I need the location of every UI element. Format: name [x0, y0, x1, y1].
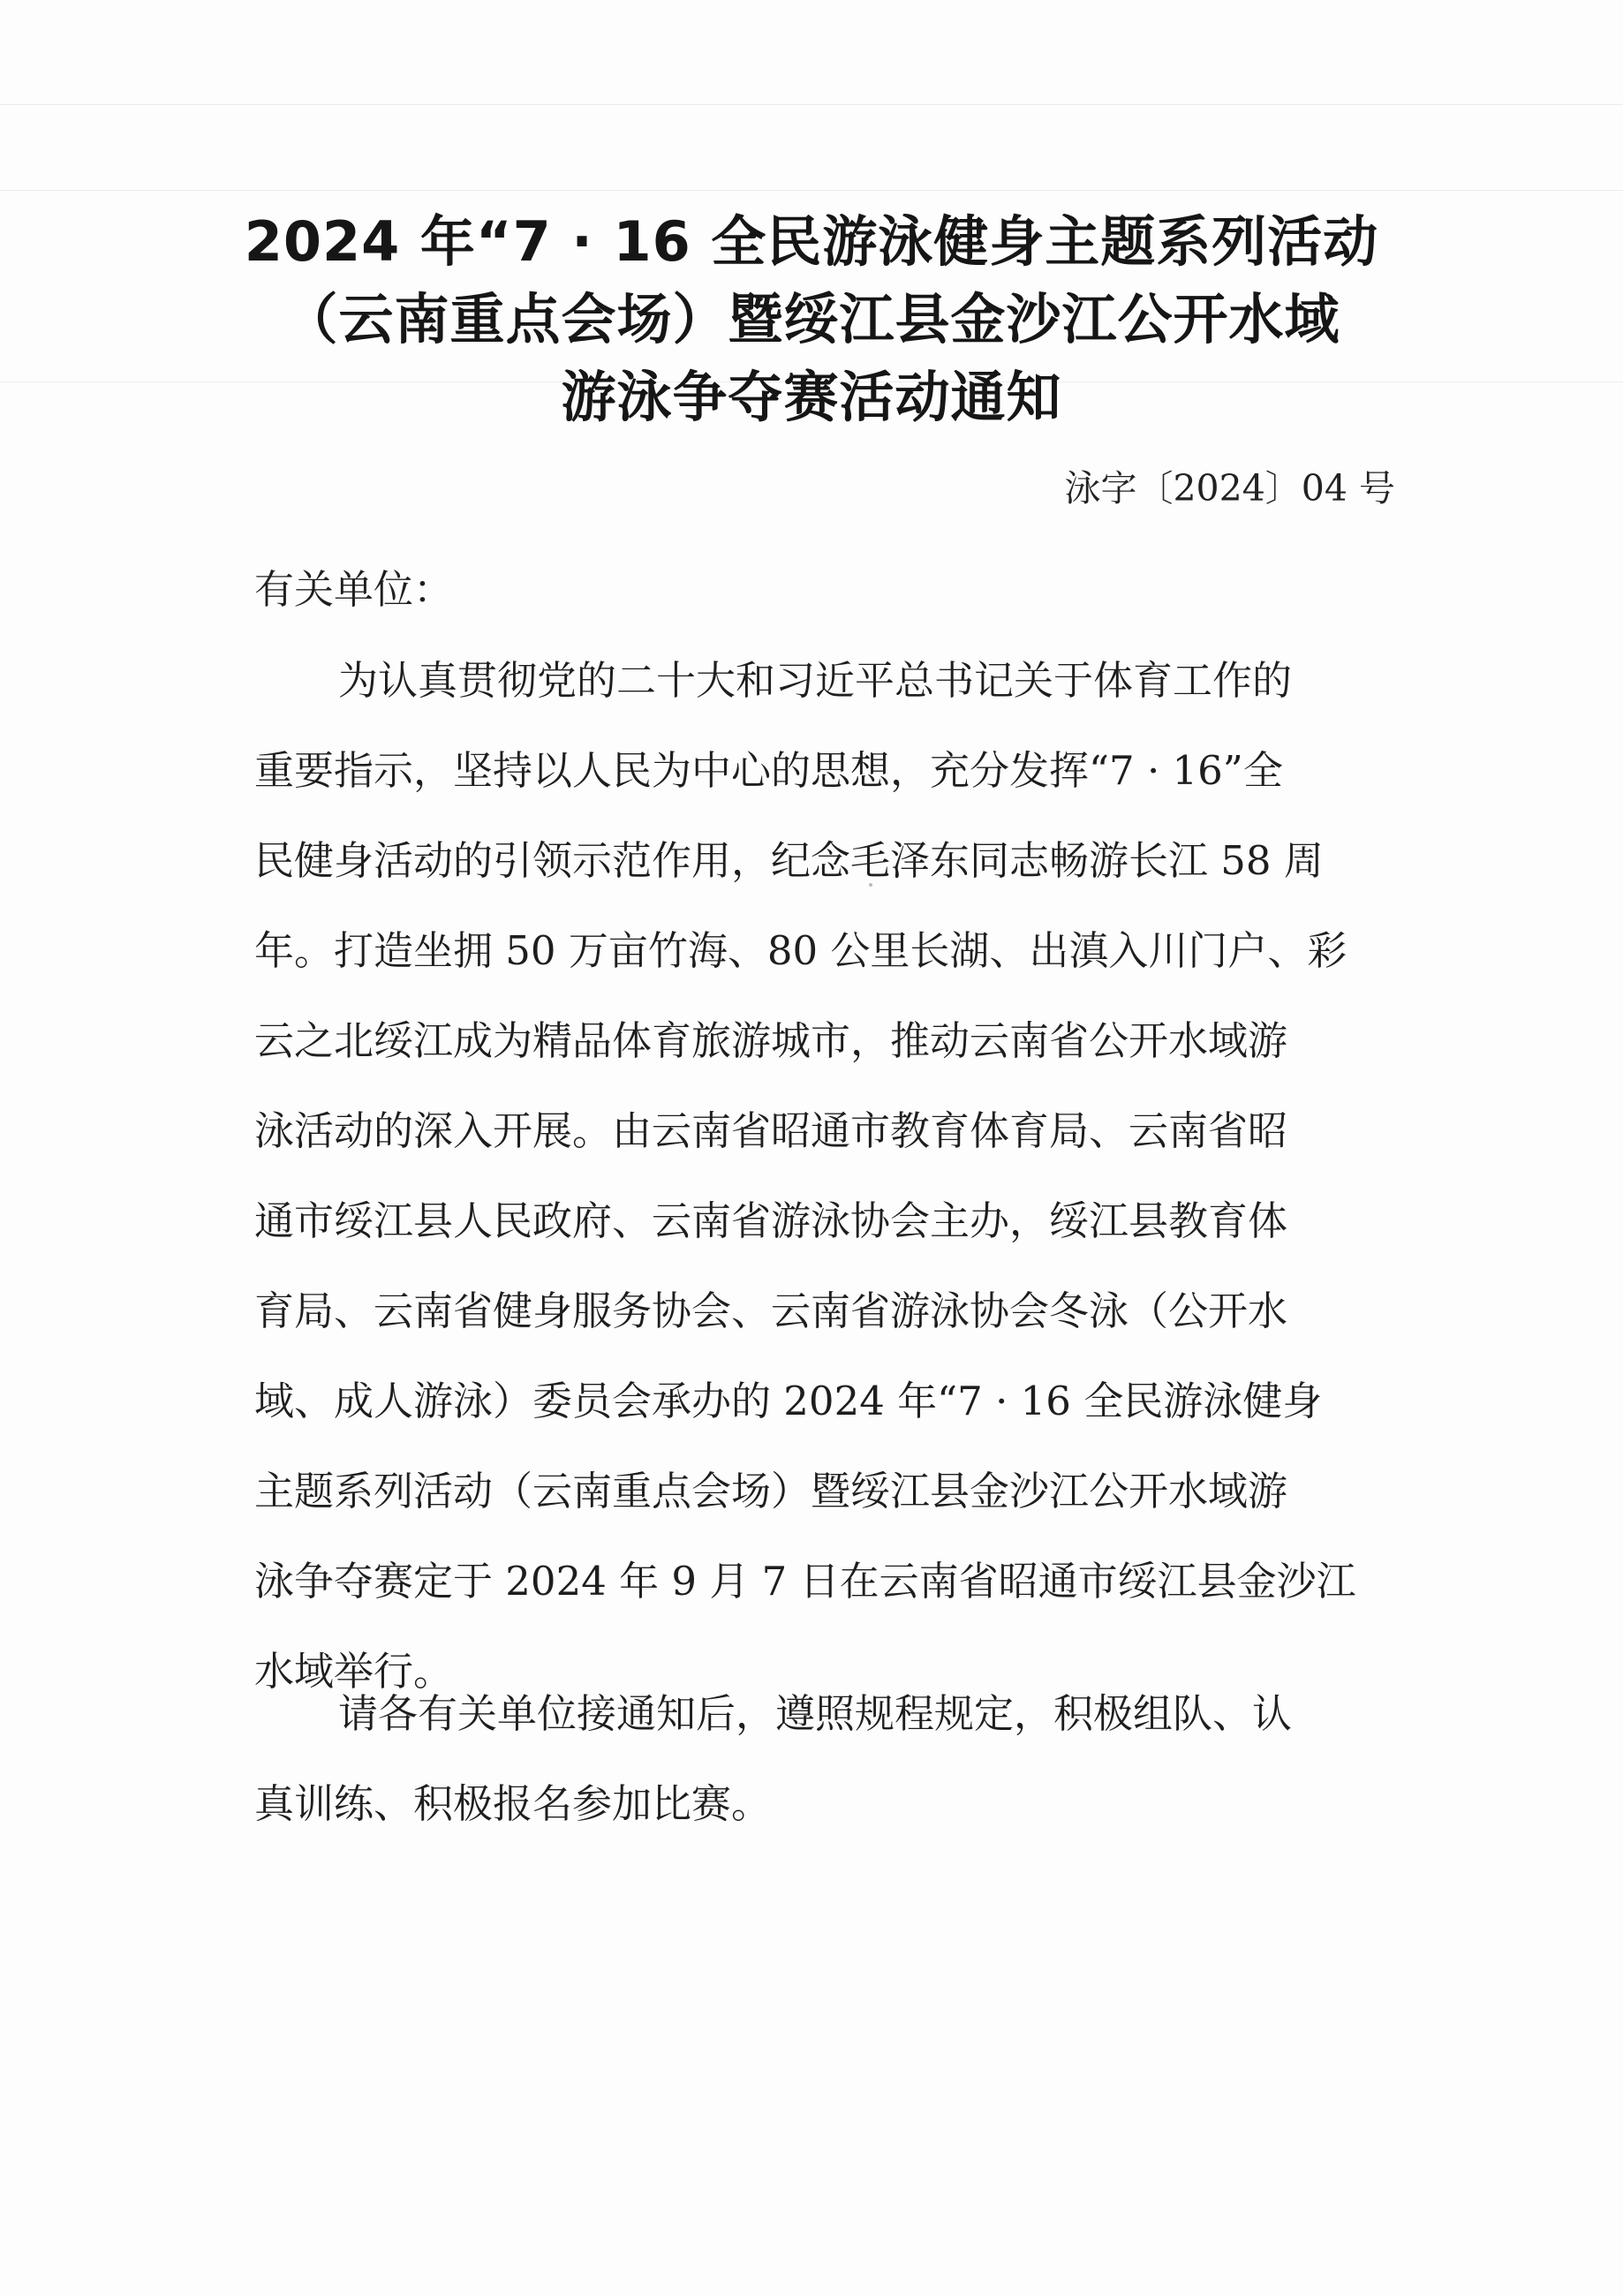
paragraph-line: 育局、云南省健身服务协会、云南省游泳协会冬泳（公开水	[254, 1288, 1288, 1334]
paragraph-line: 云之北绥江成为精品体育旅游城市，推动云南省公开水域游	[254, 1017, 1288, 1064]
body-paragraph	[254, 1669, 1402, 1849]
title-line: 游泳争夺赛活动通知	[561, 365, 1062, 429]
paragraph-line: 请各有关单位接通知后，遵照规程规定，积极组队、认	[338, 1690, 1293, 1737]
paragraph-line: 泳活动的深入开展。由云南省昭通市教育体育局、云南省昭	[254, 1107, 1288, 1154]
paragraph-line: 为认真贯彻党的二十大和习近平总书记关于体育工作的	[338, 657, 1293, 704]
title-line: （云南重点会场）暨绥江县金沙江公开水域	[283, 287, 1340, 351]
scan-artifact-line	[0, 190, 1623, 191]
paragraph-line: 水域举行。	[254, 1648, 454, 1695]
body-paragraph	[254, 636, 1402, 1717]
document-title	[194, 203, 1429, 436]
salutation: 有关单位：	[254, 566, 454, 613]
paragraph-line: 年。打造坐拥 50 万亩竹海、80 公里长湖、出滇入川门户、彩	[254, 927, 1347, 974]
paragraph-line: 主题系列活动（云南重点会场）暨绥江县金沙江公开水域游	[254, 1468, 1288, 1514]
paragraph-line: 域、成人游泳）委员会承办的 2024 年“7 · 16 全民游泳健身	[254, 1378, 1323, 1424]
paragraph-line: 泳争夺赛定于 2024 年 9 月 7 日在云南省昭通市绥江县金沙江	[254, 1558, 1356, 1605]
paragraph-line: 真训练、积极报名参加比赛。	[254, 1780, 772, 1827]
paragraph-line: 民健身活动的引领示范作用，纪念毛泽东同志畅游长江 58 周	[254, 837, 1324, 884]
title-line: 2024 年“7 · 16 全民游泳健身主题系列活动	[244, 209, 1379, 274]
document-number: 泳字〔2024〕04 号	[1064, 467, 1395, 510]
paragraph-line: 重要指示，坚持以人民为中心的思想，充分发挥“7 · 16”全	[254, 747, 1283, 794]
scan-artifact-line	[0, 104, 1623, 105]
paragraph-line: 通市绥江县人民政府、云南省游泳协会主办，绥江县教育体	[254, 1197, 1288, 1244]
